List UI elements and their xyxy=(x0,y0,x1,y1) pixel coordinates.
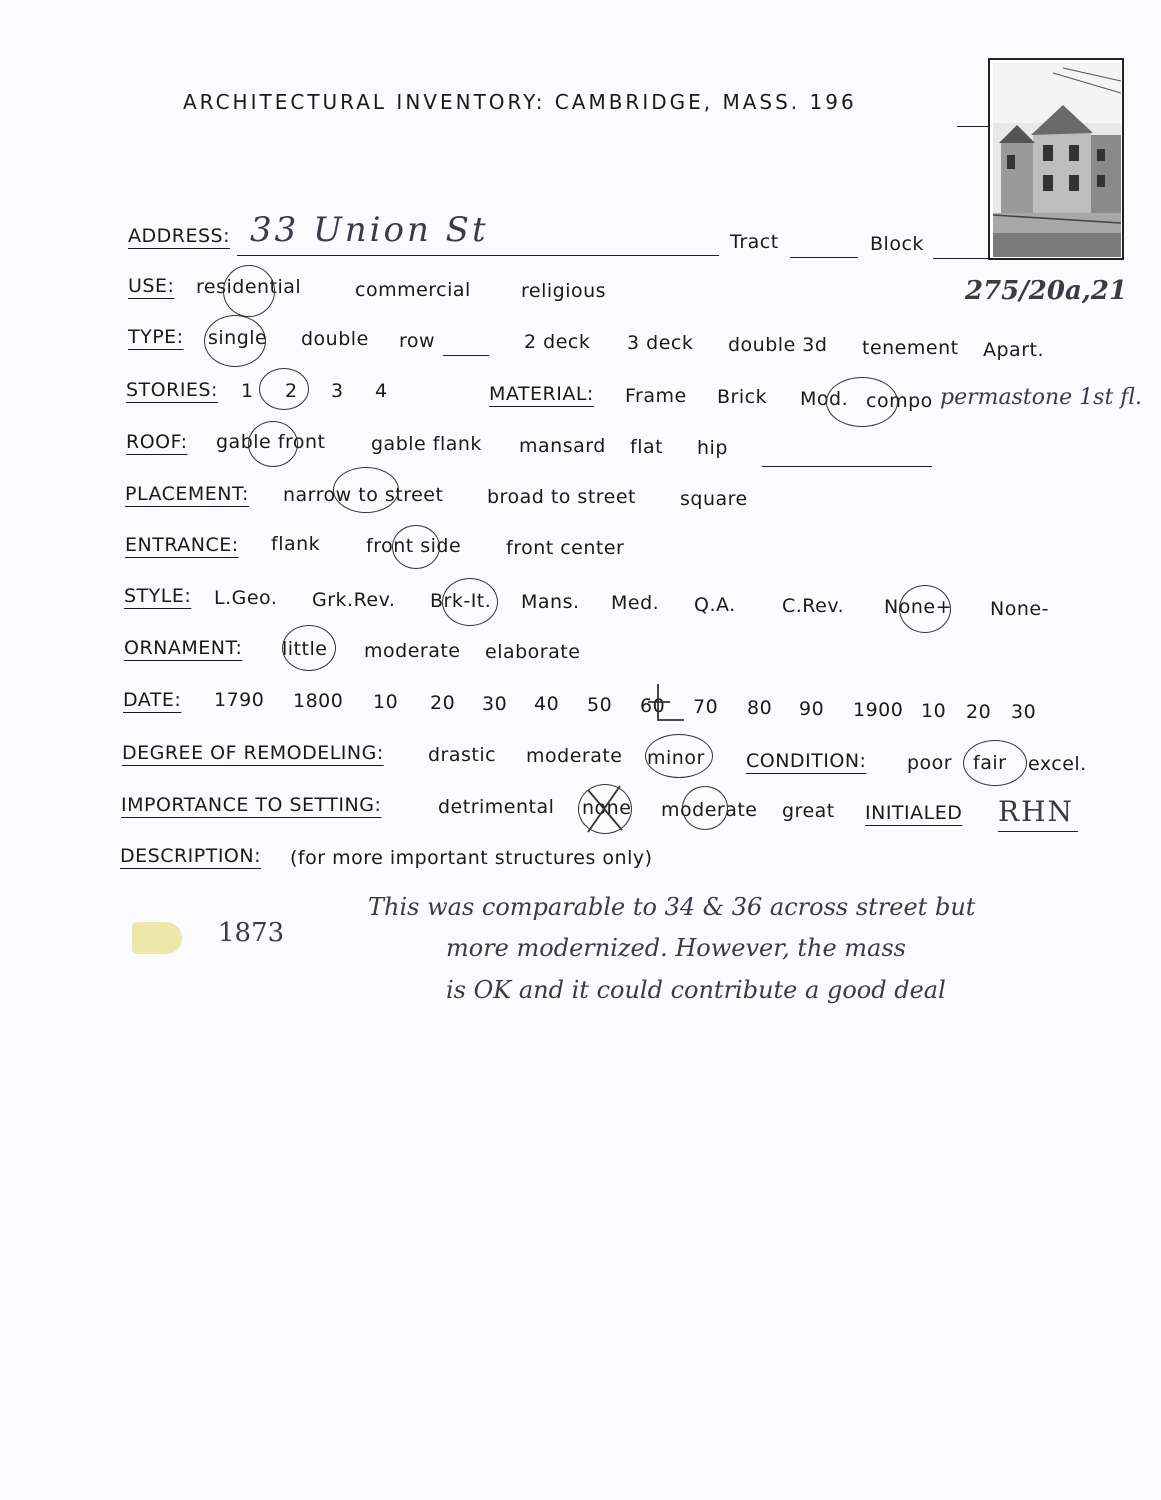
style-qa: Q.A. xyxy=(694,594,736,616)
date-1800: 1800 xyxy=(293,690,344,712)
selection-circle xyxy=(204,315,266,367)
date-1790: 1790 xyxy=(214,689,265,711)
placement-label: PLACEMENT: xyxy=(125,483,249,505)
type-row-line xyxy=(443,355,489,356)
condition-poor: poor xyxy=(907,752,953,774)
entrance-label: ENTRANCE: xyxy=(125,534,239,556)
remodeling-moderate: moderate xyxy=(526,745,623,767)
year-blank-line xyxy=(957,126,989,127)
style-crev: C.Rev. xyxy=(782,595,845,617)
ornament-label: ORNAMENT: xyxy=(124,637,243,659)
importance-none: none xyxy=(582,797,632,819)
stories-4: 4 xyxy=(375,380,388,402)
selection-circle xyxy=(259,368,309,410)
condition-fair: fair xyxy=(973,752,1007,774)
selection-circle xyxy=(826,377,898,427)
description-line-3: is OK and it could contribute a good deal xyxy=(446,976,946,1004)
remodeling-label: DEGREE OF REMODELING: xyxy=(122,742,384,764)
form-title: ARCHITECTURAL INVENTORY: CAMBRIDGE, MASS. 196 xyxy=(183,90,857,114)
ornament-moderate: moderate xyxy=(364,640,461,662)
material-handwritten: permastone 1st fl. xyxy=(940,385,1142,410)
remodeling-drastic: drastic xyxy=(428,744,497,766)
sticky-note-fragment xyxy=(132,922,182,954)
description-line-2: more modernized. However, the mass xyxy=(446,934,906,962)
roof-label: ROOF: xyxy=(126,431,188,453)
use-commercial: commercial xyxy=(355,279,471,301)
remodeling-minor: minor xyxy=(647,747,705,769)
roof-mansard: mansard xyxy=(519,435,606,457)
initialed-line xyxy=(998,831,1078,832)
selection-circle xyxy=(333,467,399,513)
style-grkrev: Grk.Rev. xyxy=(312,589,396,611)
selection-circle xyxy=(645,734,713,778)
material-brick: Brick xyxy=(717,386,768,408)
description-label: DESCRIPTION: xyxy=(120,845,262,867)
roof-flat: flat xyxy=(630,436,664,458)
importance-moderate: moderate xyxy=(661,799,758,821)
description-line-1: This was comparable to 34 & 36 across street but xyxy=(368,893,976,921)
type-apart: Apart. xyxy=(983,339,1045,361)
reference-number: 275/20a,21 xyxy=(965,276,1128,306)
date-20: 20 xyxy=(430,692,456,714)
style-label: STYLE: xyxy=(124,585,192,607)
date-30: 30 xyxy=(482,693,508,715)
placement-broad: broad to street xyxy=(487,486,637,508)
date-80: 80 xyxy=(747,697,773,719)
importance-detrimental: detrimental xyxy=(438,796,555,818)
type-double: double xyxy=(301,328,369,350)
style-med: Med. xyxy=(611,592,660,614)
selection-circle xyxy=(223,265,275,317)
date-10: 10 xyxy=(373,691,399,713)
address-line xyxy=(237,255,719,256)
description-hint: (for more important structures only) xyxy=(290,847,653,869)
date-60: 60 xyxy=(640,695,666,717)
style-none-plus: None+ xyxy=(884,596,952,618)
date-40: 40 xyxy=(534,693,560,715)
importance-great: great xyxy=(782,800,835,822)
selection-circle xyxy=(392,525,440,569)
material-compo: compo xyxy=(866,390,933,412)
ornament-elaborate: elaborate xyxy=(485,641,581,663)
date-1910: 10 xyxy=(921,700,947,722)
selection-circle xyxy=(899,585,951,633)
style-lgeo: L.Geo. xyxy=(214,587,278,609)
address-value: 33 Union St xyxy=(250,210,489,250)
entrance-front-side: front side xyxy=(366,535,462,557)
tract-label: Tract xyxy=(730,231,779,253)
description-year: 1873 xyxy=(218,918,285,948)
style-brkit: Brk-It. xyxy=(430,590,492,612)
date-1930: 30 xyxy=(1011,701,1037,723)
date-1900: 1900 xyxy=(853,699,904,721)
date-90: 90 xyxy=(799,698,825,720)
condition-excel: excel. xyxy=(1028,753,1087,775)
use-residential: residential xyxy=(196,276,302,298)
type-label: TYPE: xyxy=(128,326,184,348)
stories-3: 3 xyxy=(331,380,344,402)
stories-1: 1 xyxy=(241,380,254,402)
material-mod: Mod. xyxy=(800,388,849,410)
ornament-little: little xyxy=(282,638,328,660)
roof-other-line xyxy=(762,466,932,467)
tract-line xyxy=(790,257,858,258)
date-1920: 20 xyxy=(966,701,992,723)
house-photo xyxy=(988,58,1124,260)
type-row: row xyxy=(399,330,436,352)
use-religious: religious xyxy=(521,280,607,302)
placement-square: square xyxy=(680,488,748,510)
condition-label: CONDITION: xyxy=(746,750,867,772)
entrance-flank: flank xyxy=(271,533,321,555)
style-none-minus: None- xyxy=(990,598,1049,620)
type-2deck: 2 deck xyxy=(524,331,591,353)
date-50: 50 xyxy=(587,694,613,716)
placement-narrow: narrow to street xyxy=(283,484,444,506)
roof-gable-front: gable front xyxy=(216,431,326,453)
style-mans: Mans. xyxy=(521,591,580,613)
block-line xyxy=(933,258,989,259)
material-frame: Frame xyxy=(625,385,687,407)
selection-circle xyxy=(282,625,336,671)
block-label: Block xyxy=(870,233,924,255)
date-label: DATE: xyxy=(123,689,182,711)
initialed-value: RHN xyxy=(998,795,1074,828)
selection-circle xyxy=(682,786,728,830)
address-label: ADDRESS: xyxy=(128,225,230,247)
selection-circle xyxy=(963,740,1027,786)
importance-label: IMPORTANCE TO SETTING: xyxy=(121,794,382,816)
selection-circle xyxy=(248,421,298,467)
roof-hip: hip xyxy=(697,437,728,459)
stories-2: 2 xyxy=(285,380,298,402)
strike-mark xyxy=(580,782,630,836)
selection-circle xyxy=(442,578,498,626)
stories-label: STORIES: xyxy=(126,379,218,401)
material-label: MATERIAL: xyxy=(489,383,594,405)
date-70: 70 xyxy=(693,696,719,718)
type-3deck: 3 deck xyxy=(627,332,694,354)
type-tenement: tenement xyxy=(862,337,959,359)
use-label: USE: xyxy=(128,275,175,297)
type-double3d: double 3d xyxy=(728,334,828,356)
type-single: single xyxy=(208,327,268,349)
initialed-label: INITIALED xyxy=(865,802,963,824)
date-mark xyxy=(640,680,690,724)
roof-gable-flank: gable flank xyxy=(371,433,482,455)
entrance-front-center: front center xyxy=(506,537,625,559)
